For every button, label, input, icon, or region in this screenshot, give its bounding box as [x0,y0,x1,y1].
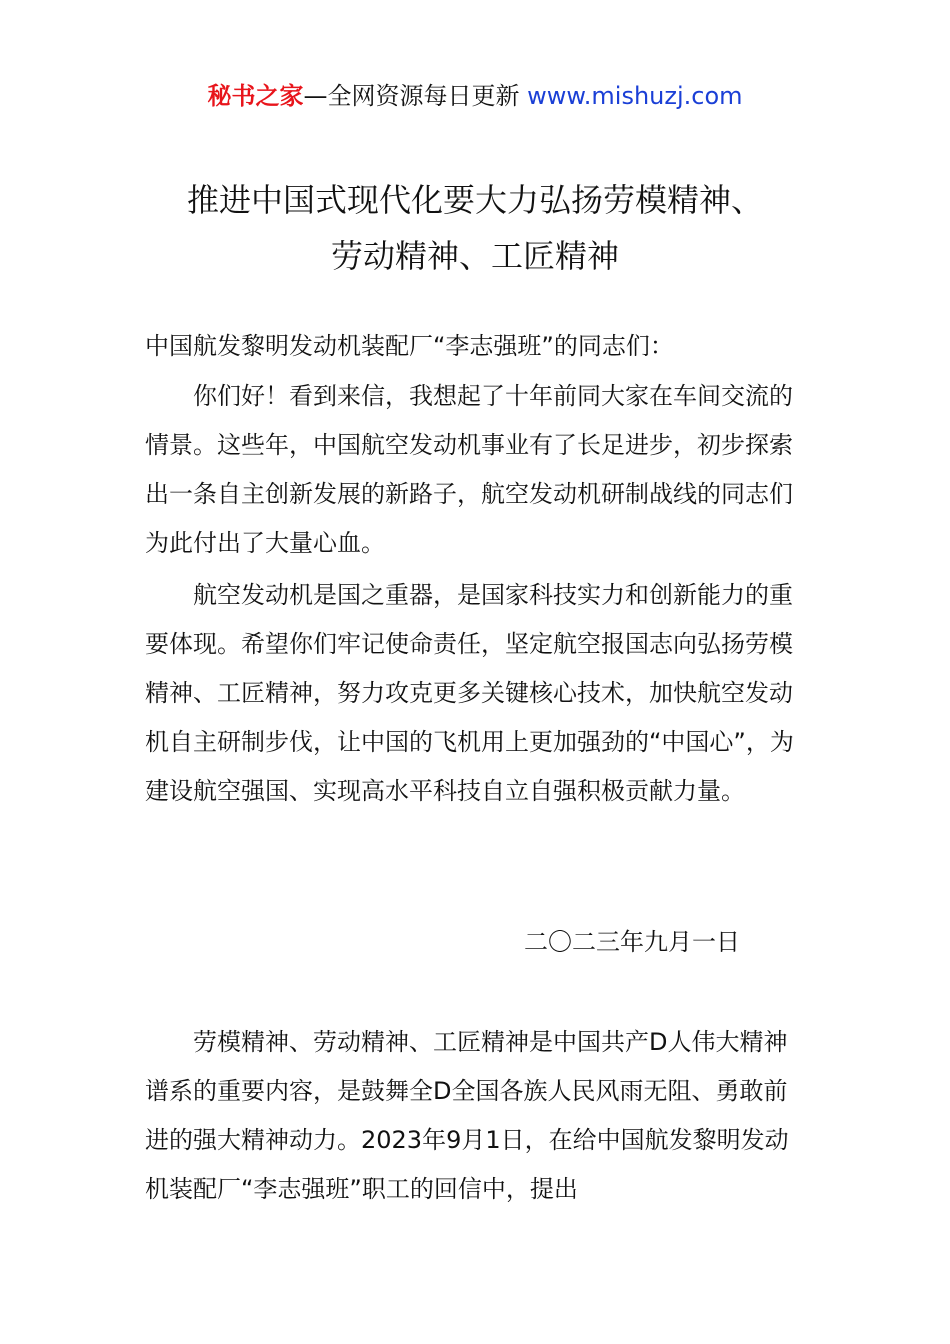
letter-date: 二〇二三年九月一日 [524,928,740,956]
letter-paragraph-1 [145,372,810,568]
document-title [0,172,950,284]
paragraph-text: 航空发动机是国之重器，是国家科技实力和创新能力的重要体现。希望你们牢记使命责任，坚定航空报国志向弘扬劳模精神、工匠精神，努力攻克更多关键核心技术，加快航空发动机自主研制步伐，让中国的飞机用上更加强劲的“中国心”，为建设航空强国、实现高水平科技自立自强积极贡献力量。 [145,581,794,805]
header-slogan: —全网资源每日更新 [303,82,528,110]
brand-name: 秘书之家 [207,82,304,110]
letter-paragraph-2 [145,571,810,816]
site-header [0,80,950,112]
paragraph-text: 你们好！看到来信，我想起了十年前同大家在车间交流的情景。这些年，中国航空发动机事业有了长足进步，初步探索出一条自主创新发展的新路子，航空发动机研制战线的同志们为此付出了大量心血。 [145,382,793,557]
title-line-2: 劳动精神、工匠精神 [330,237,619,275]
title-line-1: 推进中国式现代化要大力弘扬劳模精神、 [186,181,763,219]
letter-salutation: 中国航发黎明发动机装配厂“李志强班”的同志们： [145,332,674,360]
site-url-link[interactable]: www.mishuzj.com [527,82,743,110]
paragraph-text: 劳模精神、劳动精神、工匠精神是中国共产D人伟大精神谱系的重要内容，是鼓舞全D全国各族人民风雨无阻、勇敢前进的强大精神动力。2023年9月1日，在给中国航发黎明发动机装配厂“李志强班”职工的回信中，提出 [145,1028,789,1203]
article-paragraph [145,1018,810,1214]
